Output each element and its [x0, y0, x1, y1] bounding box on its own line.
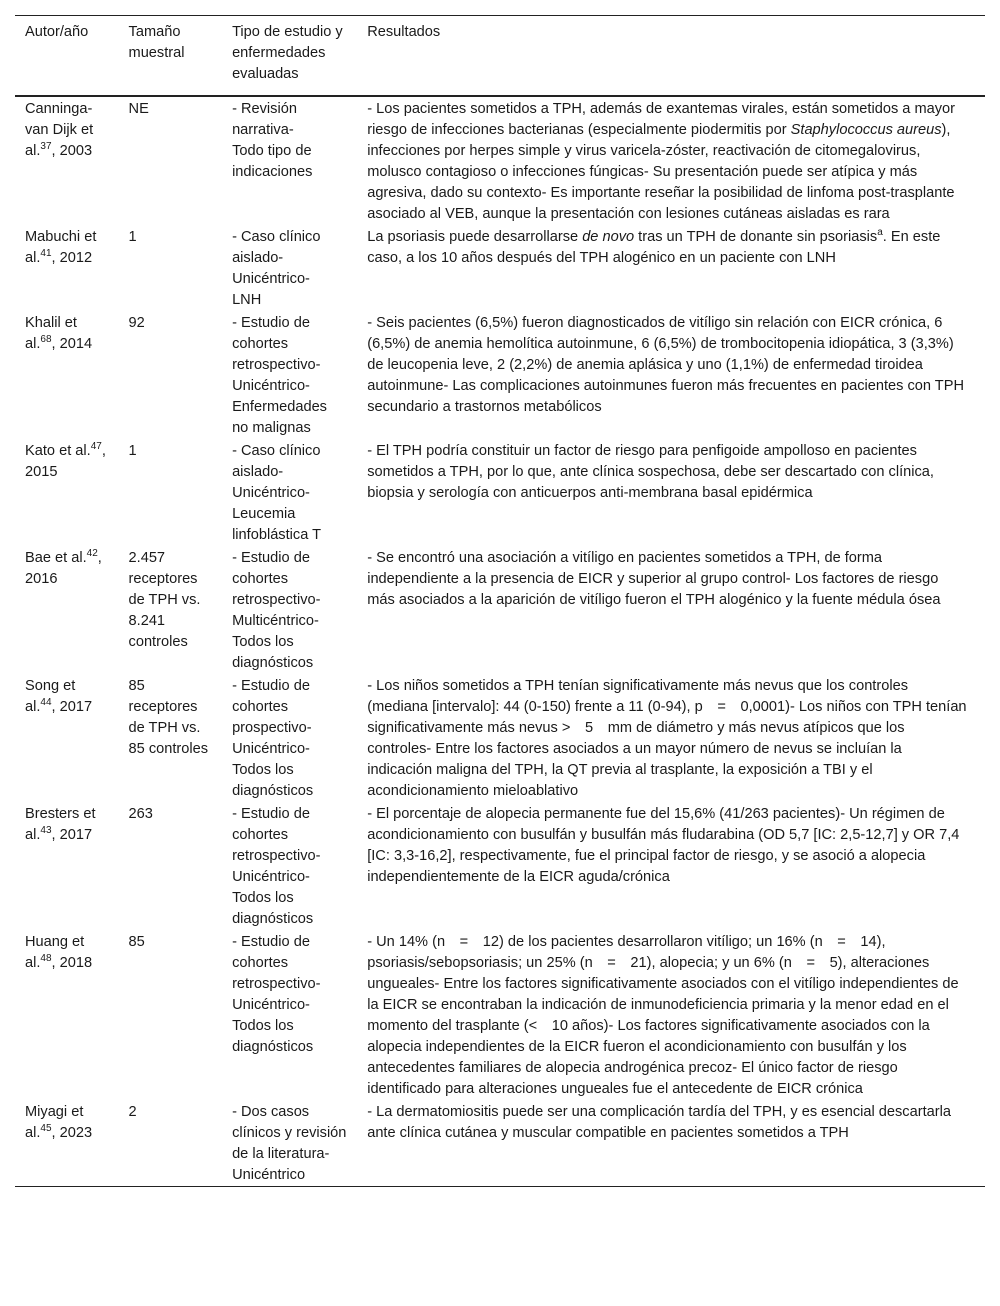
author-year: , 2023: [51, 1125, 93, 1141]
cell-results: - Se encontró una asociación a vitíligo en pacientes sometidos a TPH, de forma independiente a la presencia de EICR y superior al grupo control- Los factores de riesgo más asociados a la aparición de vitíligo fueron el TPH alogénico y la fuente médula ósea: [367, 550, 941, 608]
cell-study-type: - Dos casos clínicos y revisión de la literatura- Unicéntrico: [232, 1104, 347, 1183]
cell-author: [15, 311, 119, 439]
results-italic: Staphylococcus aureus: [790, 122, 942, 138]
cell-sample-size: 2: [128, 1104, 137, 1120]
table-row: [15, 225, 985, 311]
studies-table: [15, 15, 985, 1187]
author-year: , 2012: [51, 250, 93, 266]
header-author: Autor/año: [25, 24, 89, 40]
table-row: [15, 439, 985, 546]
cell-study-type: - Estudio de cohortes prospectivo- Unicéntrico- Todos los diagnósticos: [232, 678, 314, 799]
cell-study-type: - Estudio de cohortes retrospectivo- Multicéntrico- Todos los diagnósticos: [232, 550, 321, 671]
cell-sample-size: 263: [128, 806, 153, 822]
table-row: [15, 546, 985, 674]
author-name: Bresters et al.: [25, 806, 96, 843]
author-year: , 2018: [51, 955, 93, 971]
cell-author: [15, 96, 119, 225]
author-year: , 2003: [51, 143, 93, 159]
author-name: Song et al.: [25, 678, 76, 715]
cell-study-type: - Estudio de cohortes retrospectivo- Unicéntrico- Enfermedades no malignas: [232, 315, 327, 436]
cell-sample-size: 2.457 receptores de TPH vs. 8.241 controles: [128, 550, 201, 650]
cell-sample-size: 85: [128, 934, 145, 950]
cell-study-type: - Caso clínico aislado- Unicéntrico- Leucemia linfoblástica T: [232, 443, 322, 543]
table-header: [15, 16, 985, 97]
footnote-marker: a: [877, 227, 883, 239]
author-year: , 2014: [51, 336, 93, 352]
cell-author: [15, 439, 119, 546]
header-results: Resultados: [367, 24, 441, 40]
table-row: [15, 96, 985, 225]
cell-author: [15, 546, 119, 674]
table-row: [15, 802, 985, 930]
results-text-mid: tras un TPH de donante sin psoriasis: [634, 229, 878, 245]
cell-author: [15, 1100, 119, 1187]
table-container: [15, 15, 985, 1187]
reference-number: 44: [40, 697, 52, 709]
cell-author: [15, 674, 119, 802]
author-name: Miyagi et al.: [25, 1104, 84, 1141]
reference-number: 45: [40, 1123, 52, 1135]
author-year: , 2017: [51, 699, 93, 715]
cell-results: - Seis pacientes (6,5%) fueron diagnosticados de vitíligo sin relación con EICR crónica, 6 (6,5%) de anemia hemolítica autoinmune, 6 (6,5%) de trombocitopenia idiopática, 3 (3,3%) de leucopenia leve, 2 (2,2%) de anemia aplásica y uno (1,1%) de enfermedad tiroidea autoinmune- Las complicaciones autoinmunes fueron más frecuentes en pacientes con TPH secundario a trastornos metabólicos: [367, 315, 964, 415]
cell-results: - Los niños sometidos a TPH tenían significativamente más nevus que los controles (mediana [intervalo]: 44 (0-150) frente a 11 (0-94), p = 0,0001)- Los niños con TPH tenían significativamente más nevus > 5 mm de diámetro y más nevus atípicos que los controles- Entre los factores asociados a un mayor número de nevus se incluían la indicación maligna del TPH, la QT previa al trasplante, la exposición a TBI y el acondicionamiento mieloablativo: [367, 678, 967, 799]
author-name: Huang et al.: [25, 934, 85, 971]
reference-number: 42: [86, 548, 98, 560]
results-text: La psoriasis puede desarrollarse: [367, 229, 583, 245]
header-row: [15, 16, 985, 97]
cell-author: [15, 225, 119, 311]
cell-results: - Un 14% (n = 12) de los pacientes desarrollaron vitíligo; un 16% (n = 14), psoriasis/sebopsoriasis; un 25% (n = 21), alopecia; y un 6% (n = 5), alteraciones ungueales- Entre los factores significativamente asociados con el vitíligo independientes de la EICR se encontraban la indicación de inmunodeficiencia primaria y la menor edad en el momento del trasplante (< 10 años)- Los factores significativamente asociados con la alopecia independientes de la EICR fueron el acondicionamiento con busulfán y los antecedentes familiares de alopecia androgénica precoz- El único factor de riesgo identificado para alteraciones ungueales fue el antecedente de EICR crónica: [367, 934, 959, 1097]
cell-study-type: - Revisión narrativa- Todo tipo de indicaciones: [232, 101, 313, 180]
author-year: , 2016: [25, 550, 102, 587]
cell-results: - El TPH podría constituir un factor de riesgo para penfigoide ampolloso en pacientes sometidos a TPH, por lo que, ante clínica sospechosa, debe ser descartado con clínica, biopsia y serología con anticuerpos anti-membrana basal epidérmica: [367, 443, 934, 501]
reference-number: 43: [40, 825, 52, 837]
cell-study-type: - Estudio de cohortes retrospectivo- Unicéntrico- Todos los diagnósticos: [232, 934, 321, 1055]
cell-sample-size: 1: [128, 229, 137, 245]
cell-results: - La dermatomiositis puede ser una complicación tardía del TPH, y es esencial descartarla ante clínica cutánea y muscular compatible en pacientes sometidos a TPH: [367, 1104, 951, 1141]
cell-results: [357, 225, 985, 311]
author-name: Kato et al.: [25, 443, 91, 459]
results-text: - Los pacientes sometidos a TPH, además de exantemas virales, están sometidos a mayor riesgo de infecciones bacterianas (especialmente piodermitis por: [367, 101, 956, 138]
author-year: , 2017: [51, 827, 93, 843]
results-text-end: ), infecciones por herpes simple y virus varicela-zóster, reactivación de citomegalovirus, molusco contagioso o infecciones fúngicas- Su presentación puede ser atípica y más agresiva, dado su contexto- Es importante reseñar la posibilidad de linfoma post-trasplante asociado al VEB, aunque la presentación con lesiones cutáneas aisladas es rara: [367, 122, 955, 222]
results-text-end: . En este caso, a los 10 años después del TPH alogénico en un paciente con LNH: [367, 229, 941, 266]
reference-number: 41: [40, 248, 52, 260]
cell-results: [357, 96, 985, 225]
author-name: Khalil et al.: [25, 315, 77, 352]
results-italic: de novo: [582, 229, 635, 245]
cell-sample-size: NE: [128, 101, 149, 117]
header-sample-size: Tamaño muestral: [128, 24, 185, 61]
table-row: [15, 930, 985, 1100]
reference-number: 48: [40, 953, 52, 965]
table-body: [15, 96, 985, 1187]
reference-number: 68: [40, 334, 52, 346]
cell-author: [15, 802, 119, 930]
cell-study-type: - Caso clínico aislado- Unicéntrico- LNH: [232, 229, 321, 308]
table-row: [15, 674, 985, 802]
cell-author: [15, 930, 119, 1100]
cell-results: - El porcentaje de alopecia permanente fue del 15,6% (41/263 pacientes)- Un régimen de acondicionamiento con busulfán y busulfán más fludarabina (OD 5,7 [IC: 2,5-12,7] y OR 7,4 [IC: 3,3-16,2], respectivamente, fue el principal factor de riesgo, y se asoció a alopecia independientemente de la EICR aguda/crónica: [367, 806, 960, 885]
cell-sample-size: 85 receptores de TPH vs. 85 controles: [128, 678, 209, 757]
reference-number: 47: [90, 441, 102, 453]
cell-sample-size: 92: [128, 315, 145, 331]
header-study-type: Tipo de estudio y enfermedades evaluadas: [232, 24, 343, 82]
author-name: Bae et al.: [25, 550, 87, 566]
table-row: [15, 311, 985, 439]
author-name: Mabuchi et al.: [25, 229, 97, 266]
reference-number: 37: [40, 141, 52, 153]
author-year: , 2015: [25, 443, 106, 480]
cell-study-type: - Estudio de cohortes retrospectivo- Unicéntrico- Todos los diagnósticos: [232, 806, 321, 927]
cell-sample-size: 1: [128, 443, 137, 459]
author-name: Canninga-van Dijk et al.: [25, 101, 94, 159]
table-row: [15, 1100, 985, 1187]
